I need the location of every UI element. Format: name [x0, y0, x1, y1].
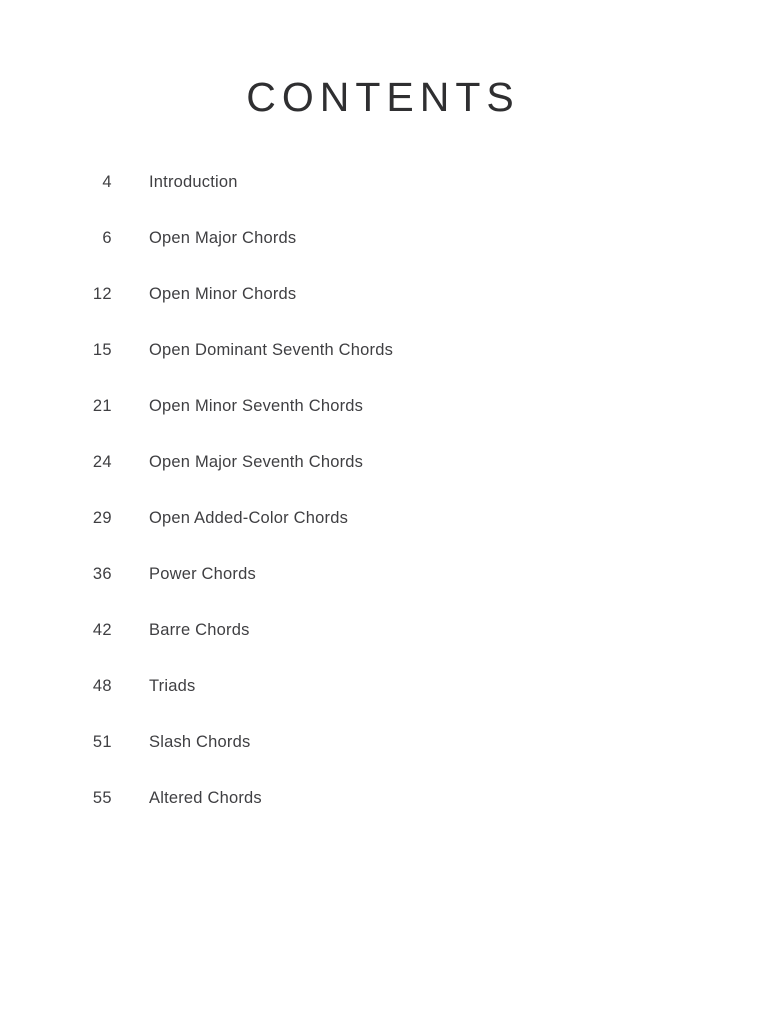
toc-page-number: 42 — [92, 621, 112, 639]
toc-page-number: 21 — [92, 397, 112, 415]
toc-entry[interactable] — [0, 229, 768, 285]
toc-entry-label: Open Major Seventh Chords — [149, 453, 364, 471]
toc-entry-label: Open Dominant Seventh Chords — [149, 341, 394, 359]
toc-entry-label: Open Minor Chords — [149, 285, 297, 303]
page-title: CONTENTS — [246, 74, 520, 120]
toc-page-number: 36 — [92, 565, 112, 583]
toc-page-number: 48 — [92, 677, 112, 695]
toc-page-number: 29 — [92, 509, 112, 527]
toc-entry-label: Triads — [149, 677, 196, 695]
toc-entry[interactable] — [0, 733, 768, 789]
toc-entry[interactable] — [0, 677, 768, 733]
toc-entry-label: Barre Chords — [149, 621, 250, 639]
toc-entry[interactable] — [0, 509, 768, 565]
toc-entry-label: Slash Chords — [149, 733, 251, 751]
toc-entry-label: Open Major Chords — [149, 229, 297, 247]
toc-page-number: 15 — [92, 341, 112, 359]
toc-page-number: 51 — [92, 733, 112, 751]
toc-entry[interactable] — [0, 397, 768, 453]
toc-entry[interactable] — [0, 789, 768, 845]
toc-entry[interactable] — [0, 453, 768, 509]
toc-entry-label: Introduction — [149, 173, 238, 191]
toc-page-number: 24 — [92, 453, 112, 471]
toc-entry-label: Open Minor Seventh Chords — [149, 397, 364, 415]
toc-entry[interactable] — [0, 565, 768, 621]
toc-entry[interactable] — [0, 621, 768, 677]
toc-entry[interactable] — [0, 341, 768, 397]
toc-entry[interactable] — [0, 173, 768, 229]
toc-page-number: 6 — [102, 229, 112, 247]
toc-entry-label: Open Added-Color Chords — [149, 509, 349, 527]
toc-entry-label: Power Chords — [149, 565, 256, 583]
toc-page-number: 12 — [92, 285, 112, 303]
toc-entry[interactable] — [0, 285, 768, 341]
table-of-contents-list — [0, 173, 768, 845]
toc-entry-label: Altered Chords — [149, 789, 262, 807]
toc-page-number: 4 — [102, 173, 112, 191]
toc-page-number: 55 — [92, 789, 112, 807]
